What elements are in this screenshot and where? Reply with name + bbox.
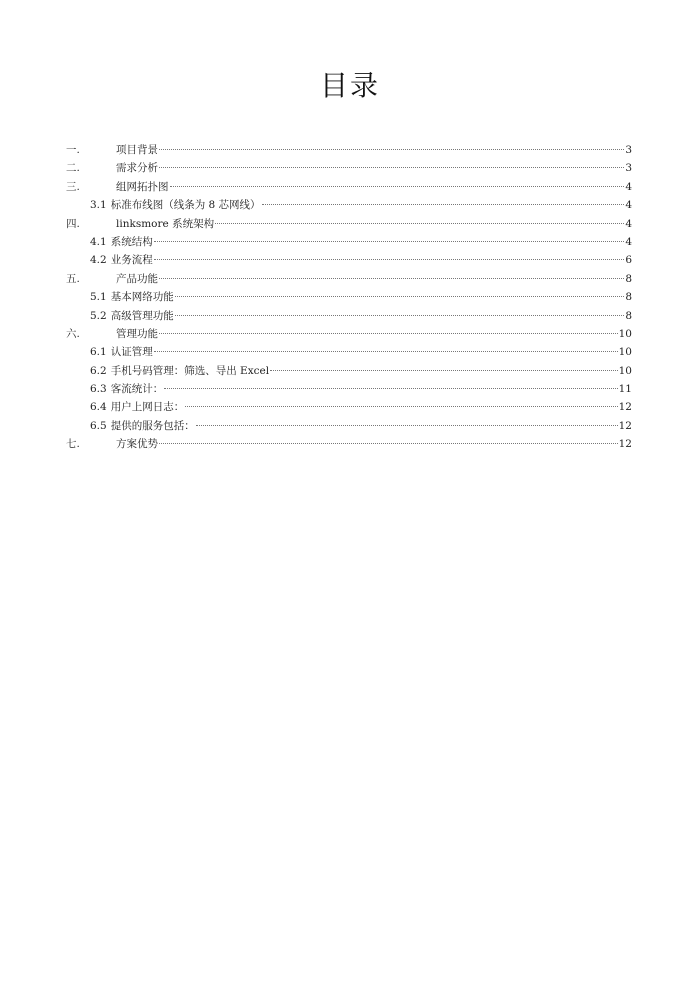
toc-dot-leader [159,149,624,150]
toc-entry-number: 6.3 [90,383,107,396]
toc-dot-leader [154,351,618,352]
toc-entry-label: 产品功能 [116,272,158,285]
toc-entry-label: 业务流程 [110,254,153,267]
toc-entry[interactable] [66,362,632,380]
toc-entry-number: 4.1 [90,235,107,248]
toc-entry[interactable] [66,417,632,435]
toc-entry-label: 手机号码管理：筛选、导出 Excel [110,364,270,377]
toc-entry-label: 方案优势 [116,438,158,451]
toc-entry-page: 11 [618,383,632,396]
toc-entry-number: 5.2 [90,309,107,322]
toc-entry-label: 高级管理功能 [110,309,174,322]
toc-entry[interactable] [66,398,632,416]
toc-entry-number: 6.5 [90,419,107,432]
toc-dot-leader [159,167,624,168]
toc-entry-number: 5.1 [90,291,107,304]
toc-dot-leader [159,278,624,279]
toc-entry-label: 组网拓扑图 [116,180,169,193]
table-of-contents [66,141,632,454]
toc-dot-leader [215,223,624,224]
toc-entry-label: 基本网络功能 [110,291,174,304]
toc-entry[interactable] [66,141,632,159]
toc-entry-label: 管理功能 [116,327,158,340]
toc-entry-page: 10 [618,346,632,359]
toc-entry-page: 8 [625,291,632,304]
toc-entry-page: 3 [625,162,632,175]
toc-entry[interactable] [66,196,632,214]
toc-dot-leader [154,259,625,260]
toc-entry[interactable] [66,159,632,177]
toc-dot-leader [196,425,618,426]
toc-entry-number: 4.2 [90,254,107,267]
toc-entry-page: 10 [618,364,632,377]
toc-entry[interactable] [66,251,632,269]
toc-entry[interactable] [66,288,632,306]
toc-entry-page: 4 [625,180,632,193]
toc-entry[interactable] [66,270,632,288]
toc-entry-page: 3 [625,144,632,156]
toc-entry[interactable] [66,307,632,325]
toc-entry-label: 项目背景 [116,144,158,156]
toc-entry-page: 4 [625,235,632,248]
toc-dot-leader [185,406,617,407]
toc-dot-leader [164,388,617,389]
page-title: 目录 [319,69,380,102]
toc-entry[interactable] [66,178,632,196]
toc-entry-page: 8 [625,272,632,285]
toc-entry-page: 4 [625,217,632,230]
toc-entry-number: 6.1 [90,346,107,359]
toc-entry-number: 一. [66,144,80,156]
toc-entry-label: 提供的服务包括： [110,419,195,432]
toc-entry[interactable] [66,380,632,398]
toc-entry-page: 12 [618,419,632,432]
toc-entry-page: 8 [625,309,632,322]
toc-entry[interactable] [66,215,632,233]
toc-entry-number: 6.2 [90,364,107,377]
toc-dot-leader [175,315,625,316]
toc-dot-leader [154,241,625,242]
toc-entry-number: 七. [66,438,80,451]
toc-dot-leader [159,443,618,444]
toc-entry[interactable] [66,325,632,343]
toc-entry-number: 二. [66,162,80,175]
toc-dot-leader [159,333,618,334]
toc-entry-label: 认证管理 [110,346,153,359]
toc-dot-leader [175,296,625,297]
toc-entry-label: 用户上网日志： [110,401,185,414]
toc-entry-number: 三. [66,180,80,193]
toc-entry-number: 四. [66,217,80,230]
toc-entry-page: 6 [625,254,632,267]
toc-entry-label: 需求分析 [116,162,158,175]
toc-entry-number: 3.1 [90,199,107,212]
toc-dot-leader [262,204,625,205]
toc-dot-leader [170,186,625,187]
toc-entry-page: 12 [618,401,632,414]
toc-entry-number: 五. [66,272,80,285]
toc-entry-number: 六. [66,327,80,340]
toc-entry[interactable] [66,343,632,361]
toc-entry-page: 10 [618,327,632,340]
toc-entry-page: 12 [618,438,632,451]
toc-dot-leader [270,370,618,371]
toc-entry-number: 6.4 [90,401,107,414]
toc-entry-label: 标准布线图（线条为 8 芯网线） [110,199,261,212]
toc-entry-label: 系统结构 [110,235,153,248]
toc-entry[interactable] [66,233,632,251]
toc-entry-page: 4 [625,199,632,212]
toc-entry[interactable] [66,435,632,453]
toc-entry-label: 客流统计： [110,383,164,396]
toc-entry-label: linksmore 系统架构 [116,217,215,230]
